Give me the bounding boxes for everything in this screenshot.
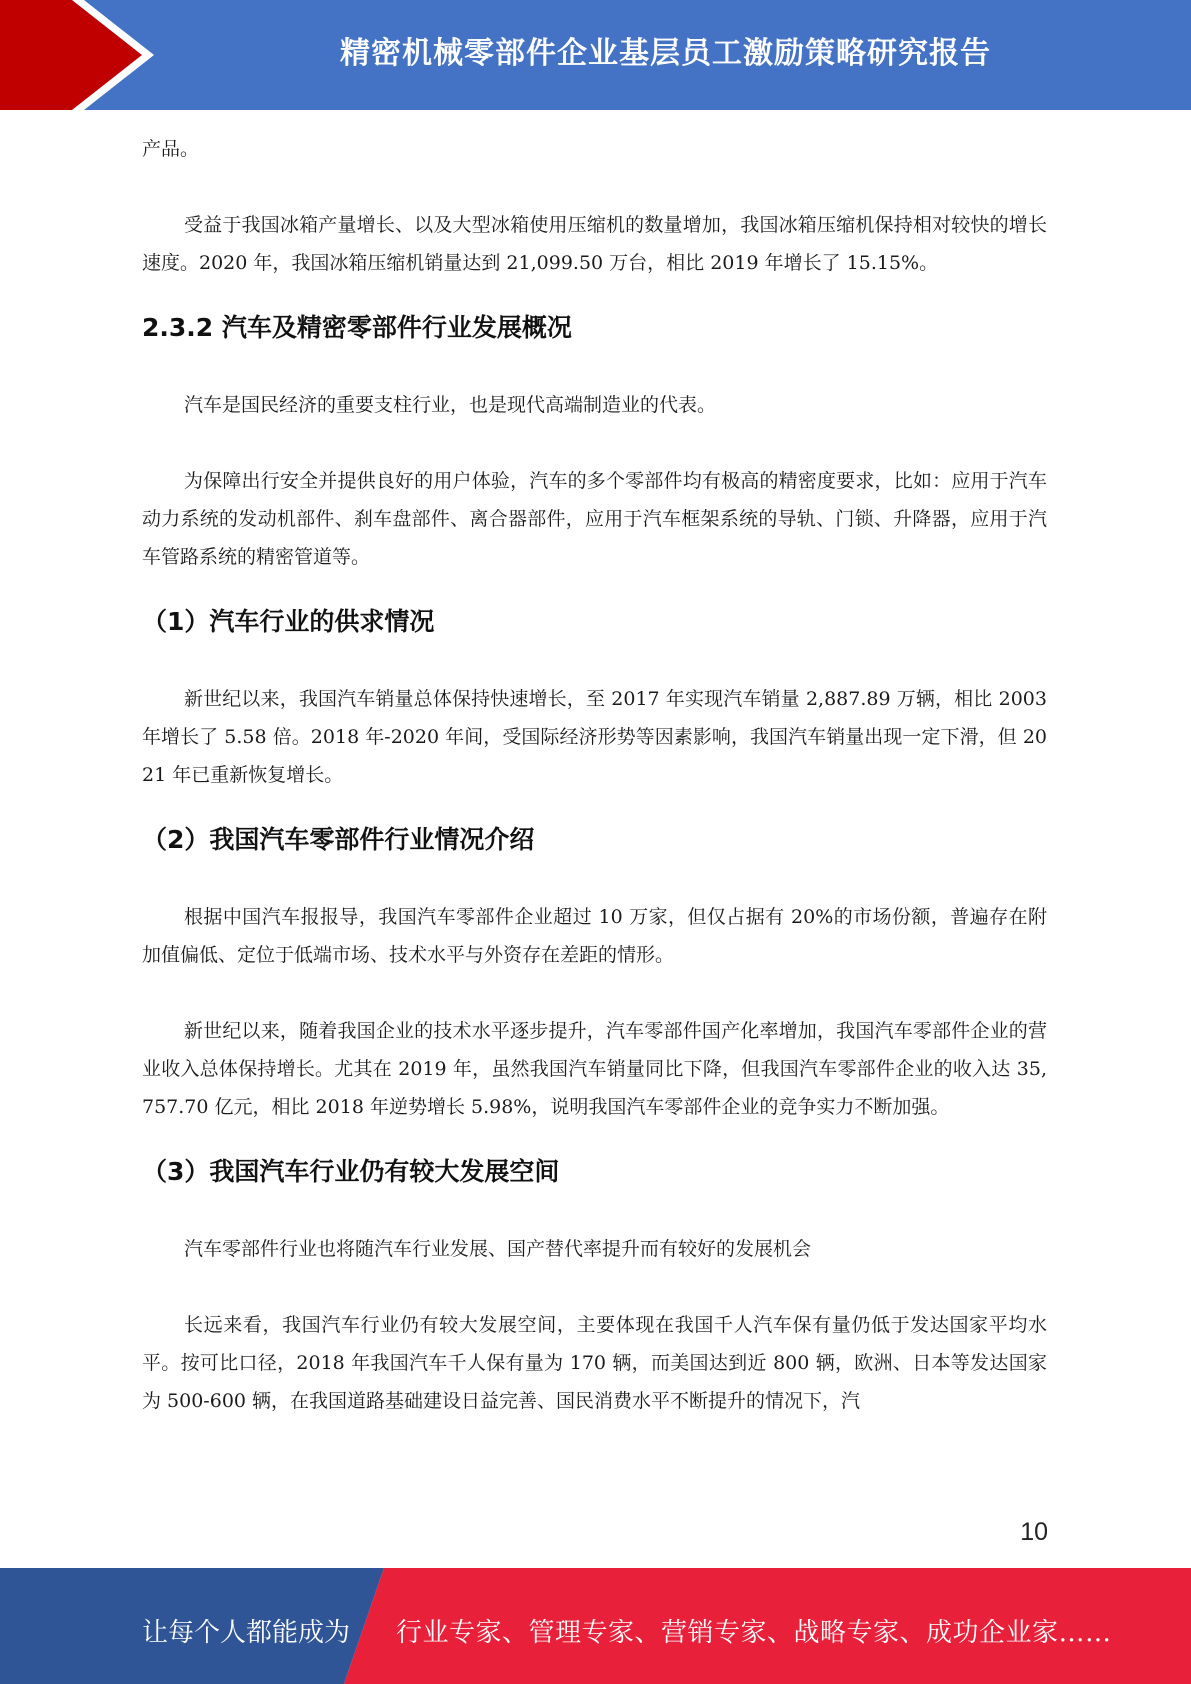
page-footer bbox=[0, 1568, 1191, 1684]
paragraph: 汽车是国民经济的重要支柱行业，也是现代高端制造业的代表。 bbox=[184, 394, 717, 416]
subsection-heading: （1）汽车行业的供求情况 bbox=[142, 607, 435, 636]
paragraph: 新世纪以来，我国汽车销量总体保持快速增长，至 2017 年实现汽车销量 2,887.89 万辆，相比 2003 年增长了 5.58 倍。2018 年-2020 年间，受国际经济形势等因素影响，我国汽车销量出现一定下滑，但 2021 年已重新恢复增长。 bbox=[142, 688, 1047, 786]
paragraph: 新世纪以来，随着我国企业的技术水平逐步提升，汽车零部件国产化率增加，我国汽车零部件企业的营业收入总体保持增长。尤其在 2019 年，虽然我国汽车销量同比下降，但我国汽车零部件企业的收入达 35,757.70 亿元，相比 2018 年逆势增长 5.98%，说明我国汽车零部件企业的竞争实力不断加强。 bbox=[142, 1020, 1047, 1118]
paragraph: 产品。 bbox=[142, 138, 200, 160]
subsection-heading: （3）我国汽车行业仍有较大发展空间 bbox=[142, 1157, 560, 1186]
footer-slogan-right: 行业专家、管理专家、营销专家、战略专家、成功企业家…… bbox=[396, 1618, 1112, 1648]
paragraph: 长远来看，我国汽车行业仍有较大发展空间，主要体现在我国千人汽车保有量仍低于发达国家平均水平。按可比口径，2018 年我国汽车千人保有量为 170 辆，而美国达到近 800 辆，欧洲、日本等发达国家为 500-600 辆，在我国道路基础建设日益完善、国民消费水平不断提升的情况下，汽 bbox=[142, 1314, 1047, 1412]
paragraph: 为保障出行安全并提供良好的用户体验，汽车的多个零部件均有极高的精密度要求，比如：应用于汽车动力系统的发动机部件、刹车盘部件、离合器部件，应用于汽车框架系统的导轨、门锁、升降器，应用于汽车管路系统的精密管道等。 bbox=[142, 470, 1047, 568]
paragraph: 根据中国汽车报报导，我国汽车零部件企业超过 10 万家，但仅占据有 20%的市场份额，普遍存在附加值偏低、定位于低端市场、技术水平与外资存在差距的情形。 bbox=[142, 906, 1047, 966]
page-header bbox=[0, 0, 1191, 110]
document-body bbox=[142, 130, 1047, 1420]
report-title: 精密机械零部件企业基层员工激励策略研究报告 bbox=[340, 36, 991, 71]
section-heading: 2.3.2 汽车及精密零部件行业发展概况 bbox=[142, 313, 572, 342]
paragraph: 受益于我国冰箱产量增长、以及大型冰箱使用压缩机的数量增加，我国冰箱压缩机保持相对较快的增长速度。2020 年，我国冰箱压缩机销量达到 21,099.50 万台，相比 2019 年增长了 15.15%。 bbox=[142, 214, 1047, 274]
footer-slogan-left: 让每个人都能成为 bbox=[142, 1618, 351, 1648]
page-number: 10 bbox=[1020, 1518, 1048, 1546]
paragraph: 汽车零部件行业也将随汽车行业发展、国产替代率提升而有较好的发展机会 bbox=[184, 1238, 812, 1260]
subsection-heading: （2）我国汽车零部件行业情况介绍 bbox=[142, 825, 535, 854]
